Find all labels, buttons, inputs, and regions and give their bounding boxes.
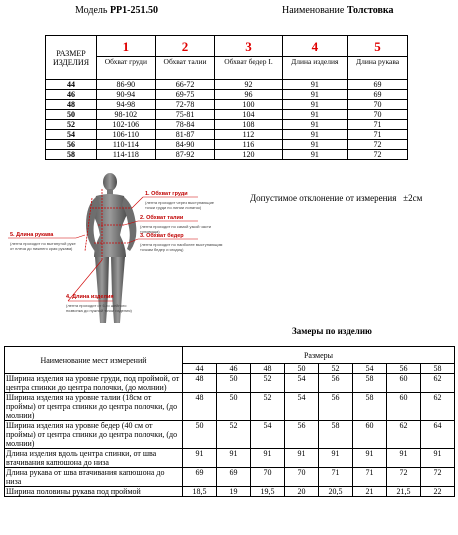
- measure-value: 48: [183, 374, 217, 393]
- col-header: Длина рукава: [348, 57, 408, 80]
- measures-title: Замеры по изделию: [292, 326, 372, 336]
- value-cell: 114-118: [97, 150, 156, 160]
- value-cell: 91: [282, 100, 348, 110]
- measure-name: Ширина изделия на уровне талии (18см от проймы) от центра спинки до центра полочки, (до молнии): [5, 393, 183, 421]
- size-cell: 46: [46, 90, 97, 100]
- measure-value: 91: [183, 449, 217, 468]
- value-cell: 86-90: [97, 80, 156, 90]
- figure-label-chest: 1. Обхват груди: [145, 191, 188, 197]
- measure-name: Длина рукава от шва втачивания капюшона до низа: [5, 468, 183, 487]
- measure-row: [5, 487, 455, 497]
- tolerance-value: ±2см: [403, 193, 423, 203]
- model-value: РР1-251.50: [109, 5, 158, 16]
- figure-note-waist: (лента проходит по самой узкой части туловища): [140, 224, 212, 234]
- col-header: Обхват груди: [97, 57, 156, 80]
- size-row: [46, 150, 408, 160]
- value-cell: 92: [215, 80, 282, 90]
- measure-value: 58: [353, 374, 387, 393]
- size-header-cell: 46: [217, 364, 251, 374]
- value-cell: 91: [282, 90, 348, 100]
- size-row: [46, 110, 408, 120]
- measure-value: 18,5: [183, 487, 217, 497]
- measure-value: 21: [353, 487, 387, 497]
- sizes-header: Размеры: [183, 347, 455, 364]
- measure-value: 91: [217, 449, 251, 468]
- tolerance-label: Допустимое отклонение от измерения: [250, 193, 397, 203]
- measure-value: 72: [421, 468, 455, 487]
- value-cell: 108: [215, 120, 282, 130]
- measure-value: 54: [285, 393, 319, 421]
- razmer-header: РАЗМЕР ИЗДЕЛИЯ: [46, 36, 97, 80]
- model-label: Модель: [75, 5, 108, 16]
- value-cell: 69: [348, 90, 408, 100]
- measure-value: 50: [217, 393, 251, 421]
- measure-value: 71: [319, 468, 353, 487]
- measure-value: 56: [285, 421, 319, 449]
- value-cell: 106-110: [97, 130, 156, 140]
- size-row: [46, 140, 408, 150]
- value-cell: 72: [348, 150, 408, 160]
- size-row: [46, 130, 408, 140]
- value-cell: 91: [282, 120, 348, 130]
- value-cell: 91: [282, 110, 348, 120]
- measure-value: 52: [251, 374, 285, 393]
- measure-row: [5, 393, 455, 421]
- name-header: Наименование мест измерений: [5, 347, 183, 374]
- value-cell: 70: [348, 110, 408, 120]
- col-number: 2: [155, 36, 215, 57]
- measure-value: 64: [421, 421, 455, 449]
- measure-value: 52: [251, 393, 285, 421]
- measure-value: 50: [217, 374, 251, 393]
- measure-value: 72: [387, 468, 421, 487]
- size-cell: 56: [46, 140, 97, 150]
- value-cell: 87-92: [155, 150, 215, 160]
- product-name: [282, 5, 394, 16]
- name-label: Наименование: [282, 5, 345, 16]
- col-number: 5: [348, 36, 408, 57]
- size-cell: 52: [46, 120, 97, 130]
- measure-value: 58: [353, 393, 387, 421]
- value-cell: 72: [348, 140, 408, 150]
- measure-value: 20: [285, 487, 319, 497]
- value-cell: 81-87: [155, 130, 215, 140]
- measure-name: Ширина изделия на уровне бедер (40 см от проймы) от центра спинки до центра полочки, (до молнии): [5, 421, 183, 449]
- measure-value: 60: [387, 393, 421, 421]
- measure-name: Ширина изделия на уровне груди, под проймой, от центра спинки до центра полочки, (до молнии): [5, 374, 183, 393]
- value-cell: 91: [282, 150, 348, 160]
- measure-value: 91: [387, 449, 421, 468]
- measures-table: [4, 346, 455, 497]
- measure-value: 48: [183, 393, 217, 421]
- measure-value: 62: [387, 421, 421, 449]
- measure-row: [5, 374, 455, 393]
- value-cell: 71: [348, 120, 408, 130]
- value-cell: 75-81: [155, 110, 215, 120]
- size-cell: 50: [46, 110, 97, 120]
- value-cell: 72-78: [155, 100, 215, 110]
- size-header-cell: 52: [319, 364, 353, 374]
- measure-value: 22: [421, 487, 455, 497]
- measure-name: Длина изделия вдоль центра спинки, от шва втачивания капюшона до низа: [5, 449, 183, 468]
- measure-value: 58: [319, 421, 353, 449]
- measure-value: 60: [387, 374, 421, 393]
- measure-value: 91: [285, 449, 319, 468]
- measure-value: 20,5: [319, 487, 353, 497]
- value-cell: 102-106: [97, 120, 156, 130]
- measure-value: 52: [217, 421, 251, 449]
- measure-value: 71: [353, 468, 387, 487]
- figure-note-hips: (лента проходит по наиболее выступающим точкам бедер и ягодиц): [140, 242, 223, 252]
- measure-value: 50: [183, 421, 217, 449]
- measure-value: 91: [319, 449, 353, 468]
- figure-label-hips: 3. Обхват бедер: [140, 233, 184, 239]
- value-cell: 116: [215, 140, 282, 150]
- value-cell: 91: [282, 140, 348, 150]
- value-cell: 120: [215, 150, 282, 160]
- measure-name: Ширина половины рукава под проймой: [5, 487, 183, 497]
- value-cell: 94-98: [97, 100, 156, 110]
- size-header-cell: 50: [285, 364, 319, 374]
- size-row: [46, 100, 408, 110]
- measure-value: 91: [421, 449, 455, 468]
- measure-value: 91: [353, 449, 387, 468]
- measure-value: 70: [285, 468, 319, 487]
- measure-value: 69: [183, 468, 217, 487]
- measure-value: 54: [285, 374, 319, 393]
- measure-value: 56: [319, 393, 353, 421]
- value-cell: 110-114: [97, 140, 156, 150]
- measure-row: [5, 449, 455, 468]
- value-cell: 78-84: [155, 120, 215, 130]
- figure-note-sleeve: (лента проходит по вытянутой руке от плеча до нижнего края рукава): [10, 241, 76, 251]
- measure-value: 19,5: [251, 487, 285, 497]
- col-number: 1: [97, 36, 156, 57]
- size-cell: 44: [46, 80, 97, 90]
- col-header: Обхват талии: [155, 57, 215, 80]
- measure-value: 54: [251, 421, 285, 449]
- value-cell: 104: [215, 110, 282, 120]
- value-cell: 71: [348, 130, 408, 140]
- size-header-cell: 48: [251, 364, 285, 374]
- size-cell: 58: [46, 150, 97, 160]
- value-cell: 98-102: [97, 110, 156, 120]
- tolerance-note: [250, 193, 422, 203]
- size-header-cell: 44: [183, 364, 217, 374]
- measure-row: [5, 421, 455, 449]
- measure-value: 70: [251, 468, 285, 487]
- figure-note-chest: (лента проходит через выступающие точки груди по линии лопаток): [145, 200, 215, 210]
- size-cell: 48: [46, 100, 97, 110]
- value-cell: 66-72: [155, 80, 215, 90]
- value-cell: 112: [215, 130, 282, 140]
- size-row: [46, 90, 408, 100]
- value-cell: 70: [348, 100, 408, 110]
- value-cell: 100: [215, 100, 282, 110]
- value-cell: 84-90: [155, 140, 215, 150]
- figure-note-length: (лента проходит от 6-го шейного позвонка до нужной точки изделия): [66, 303, 132, 313]
- col-number: 3: [215, 36, 282, 57]
- size-header-cell: 58: [421, 364, 455, 374]
- value-cell: 69-75: [155, 90, 215, 100]
- size-header-cell: 56: [387, 364, 421, 374]
- measure-value: 91: [251, 449, 285, 468]
- value-cell: 91: [282, 80, 348, 90]
- size-row: [46, 120, 408, 130]
- measure-value: 19: [217, 487, 251, 497]
- figure-label-sleeve: 5. Длина рукава: [10, 232, 54, 238]
- measure-value: 69: [217, 468, 251, 487]
- figure-label-waist: 2. Обхват талии: [140, 215, 184, 221]
- measure-value: 62: [421, 393, 455, 421]
- figure-label-length: 4. Длина изделия: [66, 294, 114, 300]
- model-title: [75, 5, 158, 16]
- measure-value: 62: [421, 374, 455, 393]
- col-number: 4: [282, 36, 348, 57]
- measure-value: 60: [353, 421, 387, 449]
- size-table: [45, 35, 408, 160]
- name-value: Толстовка: [346, 5, 394, 16]
- size-row: [46, 80, 408, 90]
- value-cell: 90-94: [97, 90, 156, 100]
- measure-row: [5, 468, 455, 487]
- col-header: Обхват бедер I.: [215, 57, 282, 80]
- value-cell: 69: [348, 80, 408, 90]
- measure-value: 21,5: [387, 487, 421, 497]
- size-header-cell: 54: [353, 364, 387, 374]
- measure-value: 56: [319, 374, 353, 393]
- size-cell: 54: [46, 130, 97, 140]
- value-cell: 91: [282, 130, 348, 140]
- value-cell: 96: [215, 90, 282, 100]
- col-header: Длина изделия: [282, 57, 348, 80]
- body-measurement-figure: [8, 165, 238, 327]
